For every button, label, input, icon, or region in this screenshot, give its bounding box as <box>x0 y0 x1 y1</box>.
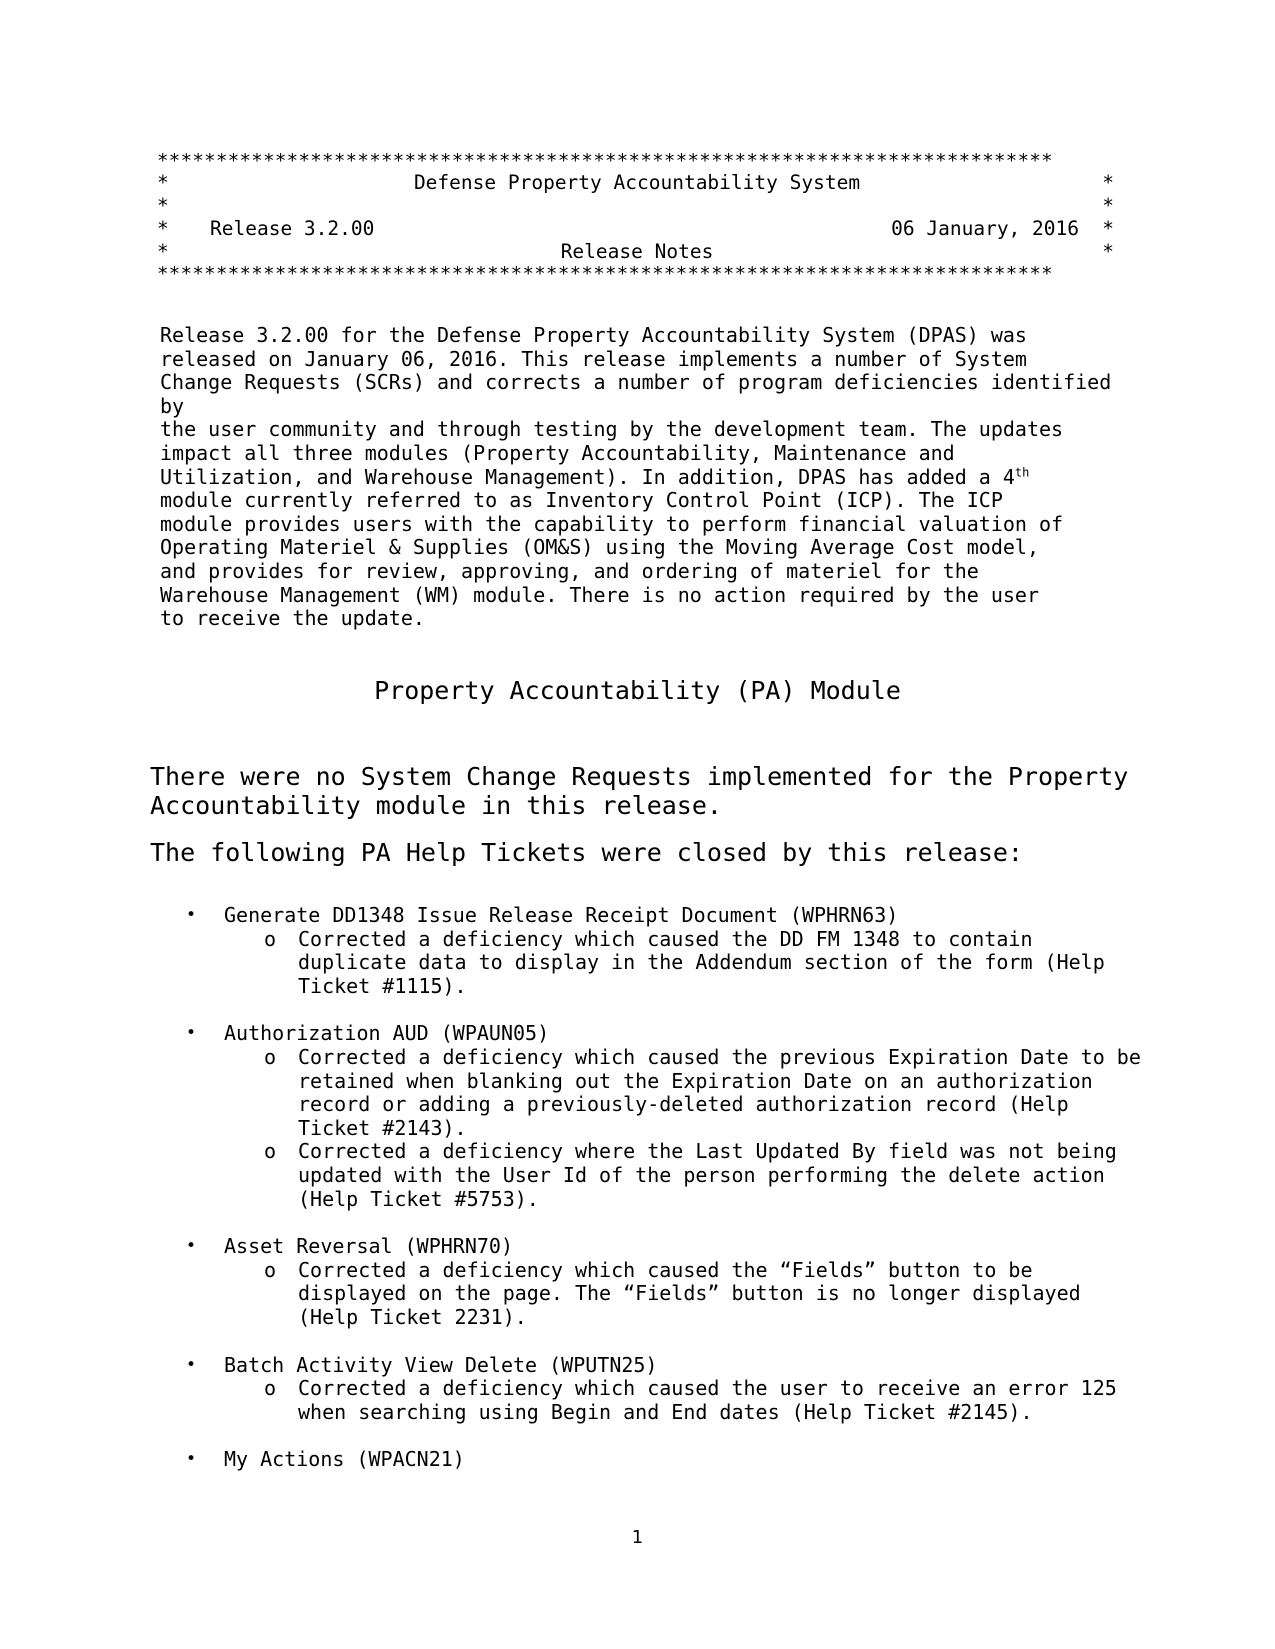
intro-text: Release 3.2.00 for the Defense Property Accountability System (DPAS) was released on January 06, 2016. This release implements a number of System Change Requests (SCRs) and corrects a number of program deficiencies identified by the user community and through testing by the development team. The updates impact all three modules (Property Accountability, Maintenance and Utilization, and Warehouse Management). In addition, DPAS has added a 4 <box>160 323 1112 489</box>
help-ticket-title: Generate DD1348 Issue Release Receipt Document (WPHRN63) <box>224 903 899 927</box>
release-version: Release 3.2.00 <box>210 217 375 240</box>
bullet-marker: • <box>186 1354 197 1375</box>
help-ticket-details <box>224 1046 1150 1211</box>
help-ticket-detail <box>224 1377 1150 1424</box>
help-ticket-detail <box>224 1140 1150 1211</box>
banner-star: * <box>1102 194 1114 217</box>
banner-star: * <box>157 194 169 217</box>
help-ticket-item <box>150 1235 1150 1329</box>
release-notes-label: Release Notes <box>560 240 714 263</box>
bullet-marker: • <box>186 905 197 925</box>
help-ticket-title: Batch Activity View Delete (WPUTN25) <box>224 1352 658 1377</box>
tickets-intro: The following PA Help Tickets were closed by this release: <box>150 838 1023 867</box>
help-ticket-details <box>224 1377 1150 1424</box>
help-ticket-item <box>150 904 1150 998</box>
release-date: 06 January, 2016 <box>891 217 1079 240</box>
bullet-marker: • <box>186 1449 197 1470</box>
banner-star: * <box>1102 171 1114 194</box>
help-ticket-detail <box>224 1259 1150 1330</box>
help-ticket-title: My Actions (WPACN21) <box>224 1447 465 1472</box>
help-ticket-detail-text: Corrected a deficiency which caused the previous Expiration Date to be retained when blanking out the Expiration Date on an authorization record or adding a previously-deleted authorization record (Help Ticket #2143). <box>298 1044 1141 1140</box>
help-ticket-title: Asset Reversal (WPHRN70) <box>224 1234 513 1259</box>
banner-star: * <box>157 217 169 240</box>
help-ticket-list <box>150 904 1150 1496</box>
sub-bullet-marker: o <box>264 1376 277 1401</box>
intro-text-continued: module currently referred to as Inventory Control Point (ICP). The ICP module provides users with the capability to perform financial valuation of Operating Materiel & Supplies (OM&S) using the Moving Average Cost model, and provides for review, approving, and ordering of materiel for the Warehouse Management (WM) module. There is no action required by the user to receive the update. <box>160 488 1064 631</box>
sub-bullet-marker: o <box>264 926 277 951</box>
help-ticket-detail-text: Corrected a deficiency which caused the “Fields” button to be displayed on the page. The “Fields” button is no longer displayed (Help Ticket 2231). <box>298 1257 1081 1329</box>
banner-star: * <box>157 240 169 263</box>
banner-star: * <box>1102 240 1114 263</box>
no-scr-statement: There were no System Change Requests implemented for the Property Accountability module in this release. <box>150 762 1129 820</box>
banner-star-row-bottom: **************************************************************************** <box>157 263 1053 285</box>
intro-paragraph <box>160 324 1120 631</box>
sub-bullet-marker: o <box>264 1044 277 1069</box>
help-ticket-detail-text: Corrected a deficiency where the Last Updated By field was not being updated with the User Id of the person performing the delete action (Help Ticket #5753). <box>298 1139 1117 1211</box>
help-ticket-detail <box>224 928 1150 999</box>
section-heading: Property Accountability (PA) Module <box>374 676 901 705</box>
help-ticket-detail <box>224 1046 1150 1140</box>
help-ticket-item <box>150 1448 1150 1472</box>
bullet-marker: • <box>186 1023 197 1044</box>
banner-title: Defense Property Accountability System <box>413 171 861 194</box>
intro-superscript: th <box>1014 464 1030 479</box>
help-ticket-details <box>224 928 1150 999</box>
help-ticket-item <box>150 1354 1150 1425</box>
banner-star-row-top: **************************************************************************** <box>157 150 1053 172</box>
sub-bullet-marker: o <box>264 1257 277 1282</box>
banner-star: * <box>157 171 169 194</box>
bullet-marker: • <box>186 1236 197 1257</box>
help-ticket-detail-text: Corrected a deficiency which caused the user to receive an error 125 when searching using Begin and End dates (Help Ticket #2145). <box>298 1376 1117 1424</box>
page-number: 1 <box>631 1527 644 1548</box>
help-ticket-item <box>150 1022 1150 1211</box>
help-ticket-detail-text: Corrected a deficiency which caused the DD FM 1348 to contain duplicate data to display in the Addendum section of the form (Help Ticket #1115). <box>298 926 1105 998</box>
help-ticket-title: Authorization AUD (WPAUN05) <box>224 1021 550 1046</box>
banner-star: * <box>1102 217 1114 240</box>
sub-bullet-marker: o <box>264 1139 277 1164</box>
help-ticket-details <box>224 1259 1150 1330</box>
